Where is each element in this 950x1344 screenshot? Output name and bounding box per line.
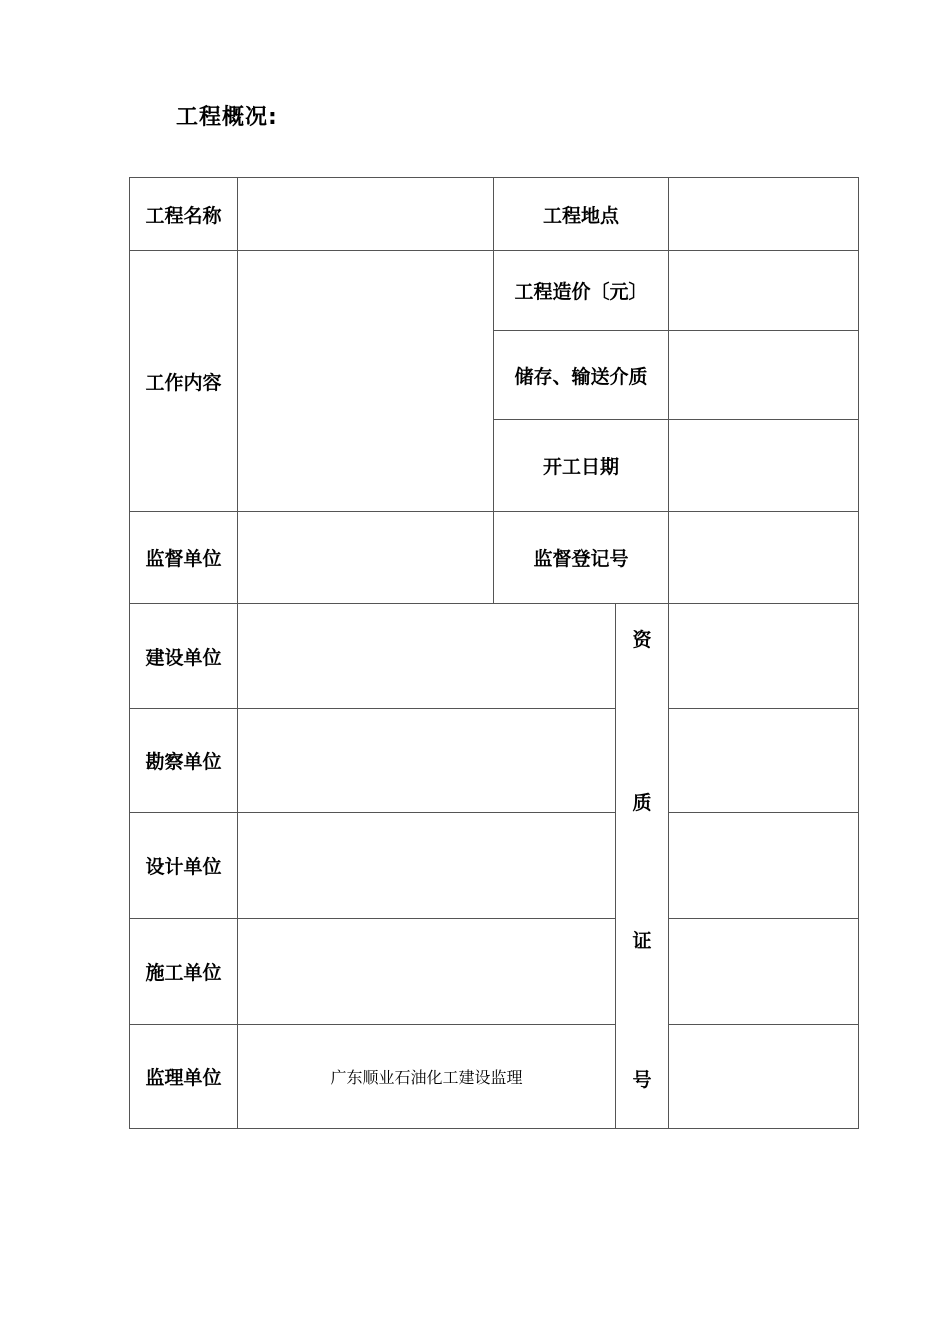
supervisor-unit-value[interactable]: 广东顺业石油化工建设监理	[238, 1024, 616, 1128]
supervision-unit-value[interactable]	[238, 512, 494, 604]
project-cost-label: 工程造价〔元〕	[494, 251, 669, 331]
survey-unit-label: 勘察单位	[130, 709, 238, 813]
qualification-cert-no-label	[616, 604, 669, 1129]
page-title: 工程概况:	[176, 105, 278, 130]
supervision-reg-no-label: 监督登记号	[494, 512, 669, 604]
table-row	[130, 604, 859, 709]
design-unit-cert-value[interactable]	[669, 813, 859, 918]
construction-owner-label: 建设单位	[130, 604, 238, 709]
construction-owner-cert-value[interactable]	[669, 604, 859, 709]
qualification-char: 质	[632, 792, 652, 814]
design-unit-label: 设计单位	[130, 813, 238, 918]
project-name-label: 工程名称	[130, 178, 238, 251]
start-date-label: 开工日期	[494, 420, 669, 512]
construction-unit-label: 施工单位	[130, 918, 238, 1024]
survey-unit-value[interactable]	[238, 709, 616, 813]
construction-owner-value[interactable]	[238, 604, 616, 709]
table-row	[130, 1024, 859, 1128]
storage-medium-value[interactable]	[669, 331, 859, 420]
project-location-value[interactable]	[669, 178, 859, 251]
construction-unit-value[interactable]	[238, 918, 616, 1024]
supervisor-unit-cert-value[interactable]	[669, 1024, 859, 1128]
construction-unit-cert-value[interactable]	[669, 918, 859, 1024]
supervision-unit-label: 监督单位	[130, 512, 238, 604]
qualification-char: 证	[632, 930, 652, 952]
table-row	[130, 918, 859, 1024]
table-row	[130, 813, 859, 918]
supervisor-unit-label: 监理单位	[130, 1024, 238, 1128]
work-content-label: 工作内容	[130, 251, 238, 512]
project-overview-table	[129, 177, 859, 1129]
table-row	[130, 178, 859, 251]
storage-medium-label: 储存、输送介质	[494, 331, 669, 420]
start-date-value[interactable]	[669, 420, 859, 512]
table-row	[130, 512, 859, 604]
project-location-label: 工程地点	[494, 178, 669, 251]
qualification-char: 资	[632, 629, 652, 651]
design-unit-value[interactable]	[238, 813, 616, 918]
project-name-value[interactable]	[238, 178, 494, 251]
project-cost-value[interactable]	[669, 251, 859, 331]
survey-unit-cert-value[interactable]	[669, 709, 859, 813]
table-row	[130, 251, 859, 331]
supervision-reg-no-value[interactable]	[669, 512, 859, 604]
qualification-char: 号	[632, 1069, 652, 1091]
work-content-value[interactable]	[238, 251, 494, 512]
table-row	[130, 709, 859, 813]
